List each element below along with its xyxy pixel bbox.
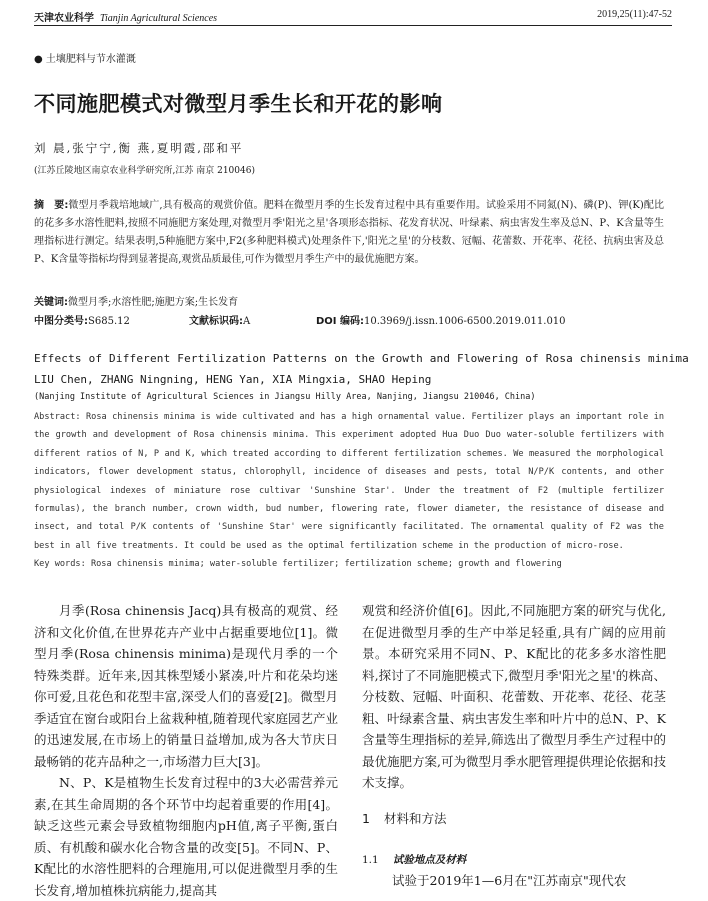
header-rule — [34, 25, 672, 26]
english-keywords — [34, 559, 562, 569]
abstract-cn-label: 摘 要: — [34, 200, 69, 211]
affiliation: (江苏丘陵地区南京农业科学研究所,江苏 南京 210046) — [34, 166, 255, 176]
english-affiliation: (Nanjing Institute of Agricultural Sciences in Jiangsu Hilly Area, Nanjing, Jiangsu 210046, China) — [34, 392, 536, 402]
body-paragraph: N、P、K是植物生长发育过程中的3大必需营养元素,在其生命周期的各个环节中均起着重要的作用[4]。缺乏这些元素会导致植物细胞内pH值,离子平衡,蛋白质、有机酸和碳水化合物含量的改变[5]。不同N、P、K配比的水溶性肥料的合理施用,可以促进微型月季的生长发育,增加植株抗病能力,提高其 — [34, 775, 338, 898]
english-keywords-text: Rosa chinensis minima; water-soluble fertilizer; fertilization scheme; growth and flowering — [90, 559, 562, 569]
doc-code: 文献标识码:A — [189, 316, 251, 327]
body-right-column — [362, 600, 666, 794]
keywords-cn-text: 微型月季;水溶性肥;施肥方案;生长发育 — [68, 297, 239, 308]
body-left-column — [34, 600, 338, 901]
english-abstract-text: Rosa chinensis minima is wide cultivated and has a high ornamental value. Fertilizer plays an important role in the growth and development of Rosa chinensis minima. This experiment adopted Hua Duo Duo water-soluble fertilizers with different ratios of N, P and K, which treated according to different fertilization schemes. We measured the morphological indicators, flower development status, chlorophyll, incidence of diseases and pests, total N/P/K contents, and other physiological indexes of miniature rose cultivar 'Sunshine Star'. Under the treatment of F2 (multiple fertilizer formulas), the branch number, crown width, bud number, flowering rate, flower diameter, the resistance of disease and insect, and total P/K contents of 'Sunshine Star' were significantly facilitated. The ornamental quality of F2 was the best in all five treatments. It could be used as the optimal fertilization scheme in the production of micro-rose. — [34, 412, 664, 551]
english-title: Effects of Different Fertilization Patterns on the Growth and Flowering of Rosa chinensis minima — [34, 352, 689, 365]
doi: DOI 编码:10.3969/j.issn.1006-6500.2019.011.010 — [316, 316, 566, 327]
body-paragraph: 观赏和经济价值[6]。因此,不同施肥方案的研究与优化,在促进微型月季的生产中举足轻重,具有广阔的应用前景。本研究采用不同N、P、K配比的花多多水溶性肥料,探讨了不同施肥模式下,微型月季'阳光之星'的株高、分枝数、冠幅、叶面积、花蕾数、开花率、花径、花茎粗、叶绿素含量、病虫害发生率和叶片中的总N、P、K含量等生理指标的差异,筛选出了微型月季生产过程中的最优施肥方案,可为微型月季水肥管理提供理论依据和技术支撑。 — [362, 603, 666, 790]
abstract-cn-text: 微型月季栽培地域广,具有极高的观赏价值。肥料在微型月季的生长发育过程中具有重要作用。试验采用不同氮(N)、磷(P)、钾(K)配比的花多多水溶性肥料,按照不同施肥方案处理,对微型月季'阳光之星'各项形态指标、花发育状况、叶绿素、病虫害发生率及总N、P、K含量等生理指标进行测定。结果表明,5种施肥方案中,F2(多种肥料模式)处理条件下,'阳光之星'的分枝数、冠幅、花蕾数、开花率、花径、抗病虫害及总P、K含量等指标均得到显著提高,观赏品质最佳,可作为微型月季生产中的最优施肥方案。 — [34, 200, 664, 265]
issue-info: 2019,25(11):47-52 — [597, 9, 672, 20]
english-abstract — [34, 408, 664, 555]
paper-title: 不同施肥模式对微型月季生长和开花的影响 — [34, 92, 443, 116]
clc-code: 中图分类号:S685.12 — [34, 316, 130, 327]
body-paragraph: 月季(Rosa chinensis Jacq)具有极高的观赏、经济和文化价值,在世界花卉产业中占据重要地位[1]。微型月季(Rosa chinensis minima)是现代月季的一个特殊类群。近年来,因其株型矮小紧凑,叶片和花朵均迷你可爱,且花色和花型丰富,深受人们的喜爱[2]。微型月季适宜在窗台或阳台上盆栽种植,随着现代家庭园艺产业的迅速发展,在市场上的销量日益增加,成为各大节庆日最畅销的花卉品种之一,市场潜力巨大[3]。 — [34, 603, 338, 769]
section-heading-1-1: 1.1 试验地点及材料 — [362, 854, 467, 866]
english-authors: LIU Chen, ZHANG Ningning, HENG Yan, XIA Mingxia, SHAO Heping — [34, 373, 432, 386]
section-heading-1: 1 材料和方法 — [362, 811, 447, 826]
body-tail-text: 试验于2019年1—6月在"江苏南京"现代农 — [392, 873, 627, 888]
keywords-cn — [34, 293, 238, 308]
english-abstract-label: Abstract: — [34, 412, 81, 422]
journal-header — [34, 9, 217, 24]
journal-name-cn: 天津农业科学 — [34, 13, 94, 24]
keywords-cn-label: 关键词: — [34, 297, 68, 308]
abstract-cn — [34, 197, 664, 269]
section-tag: ● 土壤肥料与节水灌溉 — [34, 54, 136, 65]
english-keywords-label: Key words: — [34, 559, 86, 569]
authors: 刘 晨,张宁宁,衡 燕,夏明霞,邵和平 — [34, 141, 244, 155]
journal-name-en: Tianjin Agricultural Sciences — [100, 13, 218, 24]
